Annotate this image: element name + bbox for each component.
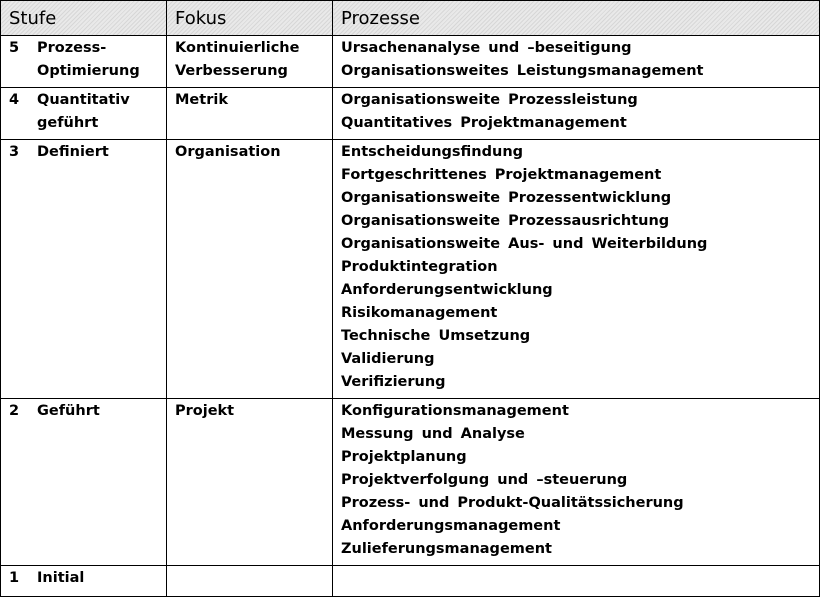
level-name <box>37 141 162 164</box>
focus-cell <box>167 566 333 597</box>
header-stufe: Stufe <box>1 1 167 36</box>
process-item: Projektplanung <box>341 449 467 465</box>
level-name <box>37 567 162 590</box>
process-item: Organisationsweite Prozessentwicklung <box>341 190 672 206</box>
process-item: Risikomanagement <box>341 305 498 321</box>
process-item: Verifizierung <box>341 374 446 390</box>
process-item: Konfigurationsmanagement <box>341 403 569 419</box>
process-item: Organisationsweites Leistungsmanagement <box>341 63 704 79</box>
process-item: Fortgeschrittenes Projektmanagement <box>341 167 662 183</box>
process-item: Anforderungsentwicklung <box>341 282 553 298</box>
level-name-line: Quantitativ <box>37 92 130 108</box>
processes-cell <box>333 566 820 597</box>
process-item: Messung und Analyse <box>341 426 525 442</box>
process-item: Quantitatives Projektmanagement <box>341 115 627 131</box>
focus-cell <box>167 36 333 88</box>
level-name-line: Prozess- <box>37 40 107 56</box>
level-cell <box>1 399 167 566</box>
focus-cell <box>167 88 333 140</box>
focus-cell <box>167 140 333 399</box>
focus-line: Kontinuierliche <box>175 40 300 56</box>
header-row <box>1 1 820 36</box>
processes-cell <box>333 399 820 566</box>
level-cell <box>1 36 167 88</box>
process-item: Organisationsweite Aus- und Weiterbildung <box>341 236 708 252</box>
level-number: 3 <box>9 144 20 160</box>
focus-line: Metrik <box>175 92 228 108</box>
processes-cell <box>333 36 820 88</box>
level-name-line: Geführt <box>37 403 100 419</box>
focus-cell <box>167 399 333 566</box>
table-row <box>1 36 820 88</box>
table-row <box>1 399 820 566</box>
level-name-line: Initial <box>37 570 85 586</box>
level-number: 4 <box>9 92 20 108</box>
level-name <box>37 400 162 423</box>
header-prozesse: Prozesse <box>333 1 820 36</box>
level-name <box>37 37 162 83</box>
process-item: Produktintegration <box>341 259 498 275</box>
process-item: Zulieferungsmanagement <box>341 541 552 557</box>
level-name <box>37 89 162 135</box>
header-fokus: Fokus <box>167 1 333 36</box>
table-row <box>1 566 820 597</box>
level-number: 2 <box>9 403 20 419</box>
process-item: Organisationsweite Prozessausrichtung <box>341 213 670 229</box>
focus-line: Organisation <box>175 144 281 160</box>
table-row <box>1 140 820 399</box>
level-cell <box>1 140 167 399</box>
process-item: Technische Umsetzung <box>341 328 531 344</box>
focus-line: Projekt <box>175 403 235 419</box>
level-cell <box>1 88 167 140</box>
process-item: Organisationsweite Prozessleistung <box>341 92 638 108</box>
level-name-line: geführt <box>37 115 99 131</box>
process-item: Anforderungsmanagement <box>341 518 561 534</box>
level-cell <box>1 566 167 597</box>
processes-cell <box>333 140 820 399</box>
table-row <box>1 88 820 140</box>
process-item: Validierung <box>341 351 435 367</box>
focus-line: Verbesserung <box>175 63 288 79</box>
level-number: 1 <box>9 570 20 586</box>
process-item: Prozess- und Produkt-Qualitätssicherung <box>341 495 684 511</box>
process-item: Ursachenanalyse und –beseitigung <box>341 40 632 56</box>
process-item: Projektverfolgung und –steuerung <box>341 472 628 488</box>
level-number: 5 <box>9 40 20 56</box>
process-item: Entscheidungsfindung <box>341 144 524 160</box>
processes-cell <box>333 88 820 140</box>
level-name-line: Optimierung <box>37 63 140 79</box>
level-name-line: Definiert <box>37 144 109 160</box>
